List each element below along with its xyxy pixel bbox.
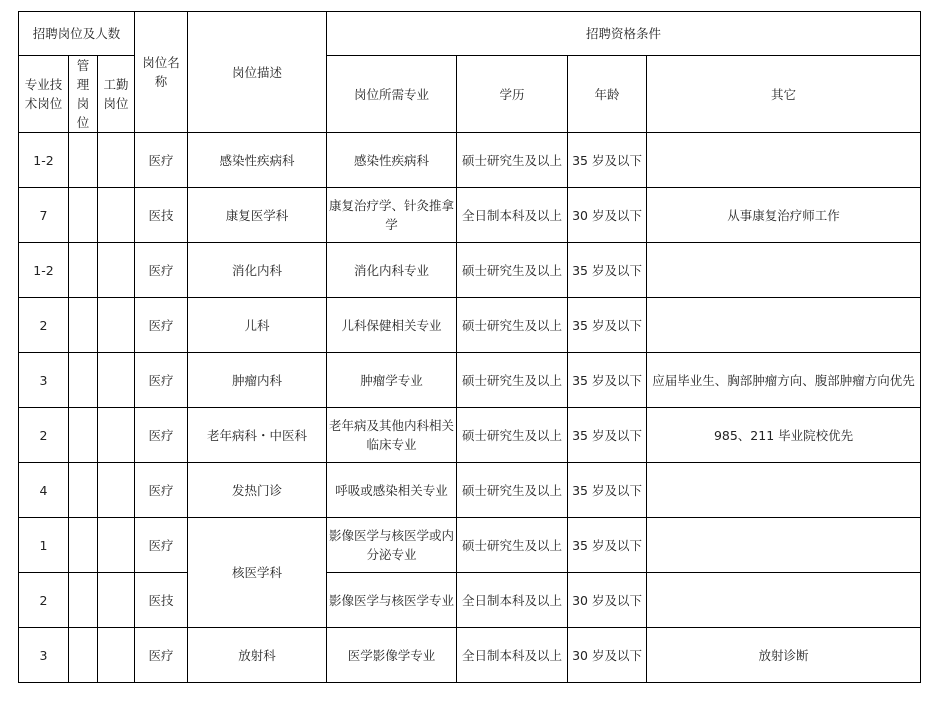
table-row	[19, 463, 921, 518]
cell-mgmt	[69, 298, 98, 353]
cell-major: 医学影像学专业	[327, 628, 457, 683]
cell-age: 35 岁及以下	[568, 463, 647, 518]
cell-worker	[98, 463, 135, 518]
cell-worker	[98, 133, 135, 188]
cell-mgmt	[69, 573, 98, 628]
cell-other	[647, 573, 921, 628]
cell-other	[647, 133, 921, 188]
cell-education: 硕士研究生及以上	[457, 298, 568, 353]
cell-other	[647, 243, 921, 298]
cell-post-desc: 感染性疾病科	[188, 133, 327, 188]
cell-major: 老年病及其他内科相关临床专业	[327, 408, 457, 463]
cell-other: 从事康复治疗师工作	[647, 188, 921, 243]
cell-major: 影像医学与核医学专业	[327, 573, 457, 628]
header-education: 学历	[457, 56, 568, 133]
cell-mgmt	[69, 188, 98, 243]
header-other: 其它	[647, 56, 921, 133]
cell-education: 硕士研究生及以上	[457, 518, 568, 573]
cell-other	[647, 518, 921, 573]
cell-other: 应届毕业生、胸部肿瘤方向、腹部肿瘤方向优先	[647, 353, 921, 408]
cell-post-name: 医疗	[135, 408, 188, 463]
header-qualifications: 招聘资格条件	[327, 12, 921, 56]
cell-tech: 1	[19, 518, 69, 573]
cell-major: 影像医学与核医学或内分泌专业	[327, 518, 457, 573]
recruitment-table	[18, 11, 921, 683]
cell-other: 放射诊断	[647, 628, 921, 683]
cell-education: 硕士研究生及以上	[457, 463, 568, 518]
table-row	[19, 353, 921, 408]
table-row	[19, 573, 921, 628]
cell-post-desc: 核医学科	[188, 518, 327, 628]
cell-tech: 4	[19, 463, 69, 518]
table-row	[19, 628, 921, 683]
cell-post-name: 医疗	[135, 133, 188, 188]
cell-worker	[98, 353, 135, 408]
cell-other: 985、211 毕业院校优先	[647, 408, 921, 463]
header-worker-post: 工勤岗位	[98, 56, 135, 133]
cell-age: 30 岁及以下	[568, 628, 647, 683]
cell-mgmt	[69, 353, 98, 408]
cell-tech: 1-2	[19, 243, 69, 298]
header-post-name: 岗位名称	[135, 12, 188, 133]
cell-mgmt	[69, 243, 98, 298]
cell-tech: 2	[19, 408, 69, 463]
header-mgmt-post: 管理岗位	[69, 56, 98, 133]
cell-education: 硕士研究生及以上	[457, 133, 568, 188]
header-major: 岗位所需专业	[327, 56, 457, 133]
cell-education: 全日制本科及以上	[457, 188, 568, 243]
cell-education: 全日制本科及以上	[457, 573, 568, 628]
cell-worker	[98, 573, 135, 628]
cell-major: 康复治疗学、针灸推拿学	[327, 188, 457, 243]
cell-tech: 7	[19, 188, 69, 243]
cell-major: 消化内科专业	[327, 243, 457, 298]
cell-post-name: 医疗	[135, 243, 188, 298]
cell-worker	[98, 298, 135, 353]
cell-post-name: 医疗	[135, 463, 188, 518]
table-row	[19, 133, 921, 188]
cell-mgmt	[69, 518, 98, 573]
cell-major: 呼吸或感染相关专业	[327, 463, 457, 518]
cell-post-desc: 肿瘤内科	[188, 353, 327, 408]
cell-tech: 2	[19, 298, 69, 353]
cell-education: 全日制本科及以上	[457, 628, 568, 683]
table-row	[19, 518, 921, 573]
cell-age: 35 岁及以下	[568, 518, 647, 573]
cell-post-name: 医技	[135, 188, 188, 243]
cell-age: 30 岁及以下	[568, 573, 647, 628]
cell-post-desc: 老年病科・中医科	[188, 408, 327, 463]
cell-worker	[98, 408, 135, 463]
table-row	[19, 298, 921, 353]
cell-mgmt	[69, 408, 98, 463]
cell-tech: 3	[19, 353, 69, 408]
cell-post-desc: 放射科	[188, 628, 327, 683]
cell-worker	[98, 628, 135, 683]
cell-worker	[98, 188, 135, 243]
cell-mgmt	[69, 133, 98, 188]
cell-major: 感染性疾病科	[327, 133, 457, 188]
header-tech-post: 专业技术岗位	[19, 56, 69, 133]
cell-age: 35 岁及以下	[568, 298, 647, 353]
table-row	[19, 243, 921, 298]
cell-age: 35 岁及以下	[568, 408, 647, 463]
cell-major: 肿瘤学专业	[327, 353, 457, 408]
cell-post-name: 医疗	[135, 353, 188, 408]
cell-major: 儿科保健相关专业	[327, 298, 457, 353]
cell-age: 30 岁及以下	[568, 188, 647, 243]
table-row	[19, 188, 921, 243]
cell-post-desc: 发热门诊	[188, 463, 327, 518]
header-age: 年龄	[568, 56, 647, 133]
cell-mgmt	[69, 463, 98, 518]
cell-post-desc: 消化内科	[188, 243, 327, 298]
cell-tech: 1-2	[19, 133, 69, 188]
cell-age: 35 岁及以下	[568, 353, 647, 408]
cell-post-desc: 儿科	[188, 298, 327, 353]
cell-worker	[98, 243, 135, 298]
cell-post-desc: 康复医学科	[188, 188, 327, 243]
cell-mgmt	[69, 628, 98, 683]
table-row	[19, 408, 921, 463]
cell-other	[647, 298, 921, 353]
cell-education: 硕士研究生及以上	[457, 243, 568, 298]
cell-post-name: 医疗	[135, 628, 188, 683]
header-post-desc: 岗位描述	[188, 12, 327, 133]
header-positions-count: 招聘岗位及人数	[19, 12, 135, 56]
cell-other	[647, 463, 921, 518]
cell-age: 35 岁及以下	[568, 133, 647, 188]
cell-education: 硕士研究生及以上	[457, 353, 568, 408]
cell-tech: 2	[19, 573, 69, 628]
cell-worker	[98, 518, 135, 573]
cell-post-name: 医疗	[135, 518, 188, 573]
cell-education: 硕士研究生及以上	[457, 408, 568, 463]
cell-post-name: 医疗	[135, 298, 188, 353]
cell-post-name: 医技	[135, 573, 188, 628]
cell-tech: 3	[19, 628, 69, 683]
cell-age: 35 岁及以下	[568, 243, 647, 298]
